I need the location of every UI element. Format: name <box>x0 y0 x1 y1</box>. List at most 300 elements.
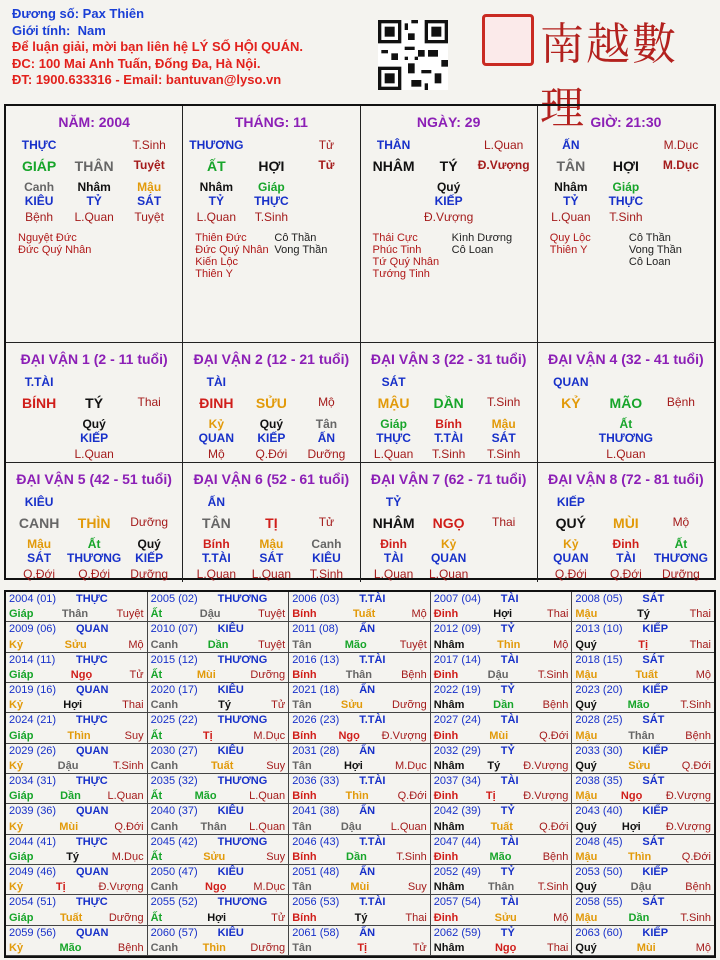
year-stem: Tân <box>292 699 312 712</box>
year-cell <box>289 713 431 743</box>
year-cell <box>6 774 148 804</box>
year-god: QUAN <box>76 805 109 818</box>
spacer <box>599 375 653 389</box>
year-label: 2054 (51) <box>9 896 57 909</box>
year-god: ẤN <box>359 866 376 878</box>
dai-van-row <box>544 537 708 551</box>
dai-van-stem: TÂN <box>201 515 231 531</box>
pillar-cell: Giáp <box>258 180 285 194</box>
year-god: SÁT <box>642 775 665 787</box>
year-label: 2043 (40) <box>575 805 623 818</box>
stars-columns <box>195 232 353 280</box>
year-label: 2042 (39) <box>433 805 481 818</box>
year-label: 2045 (42) <box>150 835 198 848</box>
dai-van-cell <box>544 447 598 461</box>
pillar-cell: Giáp <box>612 180 640 194</box>
year-stem: Quý <box>575 699 597 712</box>
year-branch: Thìn <box>627 851 652 863</box>
dai-van-row <box>12 567 176 581</box>
year-branch: Ngọ <box>338 729 360 742</box>
year-stem: Đinh <box>433 790 459 803</box>
pillar-cell: THÂN <box>74 158 114 174</box>
dai-van-stem-row <box>367 515 531 531</box>
owner-value: Pax Thiên <box>82 6 145 21</box>
year-cell <box>431 895 573 925</box>
dai-van-stem: NHÂM <box>372 515 415 531</box>
dai-van-cell: KIÊU <box>312 551 341 565</box>
year-stem: Quý <box>575 942 597 954</box>
pillar-cell <box>244 138 298 152</box>
year-stem-branch <box>292 730 427 742</box>
dai-van-cell <box>544 431 598 445</box>
dai-van-cell: Mậu <box>491 417 516 431</box>
dai-van-stem-row <box>189 515 353 531</box>
dai-van-god: QUAN <box>553 375 589 389</box>
year-stem-branch <box>292 608 427 620</box>
year-god: KIẾP <box>642 684 669 696</box>
year-phase: Tuyệt <box>116 608 144 621</box>
year-stem: Tân <box>292 942 312 954</box>
year-phase: Suy <box>407 881 427 894</box>
year-stem: Đinh <box>433 851 459 863</box>
dai-van-phase: Mộ <box>318 395 335 409</box>
year-label: 2004 (01) <box>9 593 57 605</box>
year-stem: Canh <box>150 942 179 954</box>
seal-stamp-icon <box>482 14 534 66</box>
year-label: 2029 (26) <box>9 744 57 757</box>
year-stem-branch <box>9 851 144 863</box>
year-phase: Thai <box>405 911 427 924</box>
dai-van-branch: SỬU <box>255 395 287 411</box>
dai-van-branch: TÝ <box>85 395 104 411</box>
year-label: 2016 (13) <box>292 653 340 666</box>
year-god: T.TÀI <box>359 653 386 666</box>
year-cell <box>6 804 148 834</box>
dai-van-stem-row <box>12 395 176 411</box>
year-stem-branch <box>9 639 144 651</box>
year-cell <box>431 744 573 774</box>
pillar-row <box>189 194 353 208</box>
year-stem: Ất <box>150 729 163 742</box>
year-stem-branch <box>9 699 144 711</box>
year-stem-branch <box>9 669 144 681</box>
year-branch: Sửu <box>203 851 226 863</box>
year-stem: Đinh <box>433 911 459 924</box>
year-god: TỶ <box>500 926 515 939</box>
pillar-cell: Nhâm <box>554 180 588 194</box>
dai-van-stem: CANH <box>18 515 60 531</box>
dai-van-row <box>367 537 531 551</box>
year-phase: Q.Đới <box>681 851 711 863</box>
year-label: 2050 (47) <box>150 866 198 878</box>
year-branch: Tị <box>357 942 368 954</box>
dai-van-cell: Đinh <box>380 537 407 551</box>
year-stem-branch <box>292 699 427 711</box>
year-phase: Thai <box>689 638 711 651</box>
dai-van-cell: SÁT <box>27 551 52 565</box>
year-branch: Tị <box>55 881 66 894</box>
dai-van-cell: T.Sinh <box>486 447 521 461</box>
dai-van-stem-row <box>189 395 353 411</box>
year-phase: Bệnh <box>117 942 144 954</box>
dai-van-branch: THÌN <box>77 515 111 531</box>
year-cell <box>6 895 148 925</box>
pillar-cell: Tử <box>318 158 335 172</box>
year-branch: Dần <box>60 790 81 803</box>
year-cell <box>572 804 714 834</box>
year-god: T.TÀI <box>359 714 386 727</box>
year-cell <box>431 592 573 622</box>
pillar-stars <box>550 232 708 268</box>
year-label: 2047 (44) <box>433 835 481 848</box>
spacer <box>299 375 353 389</box>
year-stem-branch <box>434 639 569 651</box>
dai-van-phase: Thai <box>137 395 161 409</box>
year-god: THỰC <box>76 896 108 909</box>
year-label: 2051 (48) <box>292 866 340 878</box>
pillar-row <box>544 138 708 152</box>
dai-van-cell <box>654 447 708 461</box>
year-cell <box>6 592 148 622</box>
dai-van-cell: T.TÀI <box>202 551 231 565</box>
year-cell <box>148 592 290 622</box>
year-cell <box>572 926 714 956</box>
dai-van-row <box>367 447 531 461</box>
dai-van-title: ĐẠI VẬN 3 (22 - 31 tuổi) <box>370 351 527 367</box>
year-stem: Bính <box>292 669 317 681</box>
dai-van-stem: MẬU <box>377 395 410 411</box>
pillar-cell <box>299 180 353 194</box>
star-name: Quy Lộc <box>549 232 591 244</box>
dai-van-row <box>12 417 176 431</box>
year-stem: Bính <box>292 729 317 742</box>
star-name: Thái Cực <box>372 232 418 244</box>
year-stem-branch <box>575 881 711 893</box>
pillar-cell: T.Sinh <box>132 138 166 152</box>
pillar-cell <box>599 138 653 152</box>
year-cell <box>148 683 290 713</box>
year-branch: Dần <box>628 911 650 924</box>
year-phase: Mộ <box>695 669 711 681</box>
year-stem: Mậu <box>575 669 598 681</box>
year-branch: Dần <box>346 851 367 863</box>
year-phase: T.Sinh <box>680 699 711 712</box>
year-branch: Dậu <box>57 760 79 772</box>
year-label: 2018 (15) <box>575 653 623 666</box>
dai-van-cell: Ất <box>619 417 633 431</box>
year-stem-branch <box>434 790 569 802</box>
year-god: THỰC <box>76 653 108 666</box>
year-god: ẤN <box>359 623 376 636</box>
pillar-cell <box>477 210 531 224</box>
year-stem: Nhâm <box>433 881 465 894</box>
year-label: 2024 (21) <box>9 714 57 727</box>
star-name: Kiến Lộc <box>195 256 239 268</box>
star-name: Vong Thần <box>628 244 682 256</box>
dai-van-cell <box>544 417 598 431</box>
year-phase: Suy <box>266 760 286 772</box>
year-cell <box>572 713 714 743</box>
pillar-4 <box>538 106 714 342</box>
gender-label: Giới tính: <box>12 22 71 38</box>
dai-van-god: KIÊU <box>24 495 54 509</box>
year-stem: Giáp <box>9 851 34 863</box>
spacer <box>599 495 653 509</box>
year-stem-branch <box>575 639 711 651</box>
year-branch: Dậu <box>487 669 509 681</box>
stars-right <box>97 232 176 256</box>
year-cell <box>6 713 148 743</box>
pillar-stars <box>373 232 531 280</box>
dai-van-cell: Mậu <box>259 537 284 551</box>
year-label: 2063 (60) <box>575 926 623 939</box>
year-stem-branch <box>151 730 286 742</box>
dai-van-branch: NGỌ <box>432 515 465 531</box>
dai-van-row <box>367 417 531 431</box>
year-stem-branch <box>434 881 569 893</box>
dai-van-row <box>544 551 708 565</box>
year-cell <box>148 865 290 895</box>
year-phase: Bệnh <box>685 881 711 894</box>
year-label: 2061 (58) <box>292 926 340 939</box>
year-branch: Thân <box>345 669 372 681</box>
year-god: SÁT <box>642 593 665 605</box>
year-label: 2026 (23) <box>292 714 340 727</box>
pillar-title: THÁNG: 11 <box>234 114 308 130</box>
pillar-cell: TỶ <box>208 194 225 208</box>
year-phase: T.Sinh <box>396 851 427 863</box>
pillar-title: GIỜ: 21:30 <box>590 114 662 130</box>
pillar-2 <box>183 106 360 342</box>
year-branch: Tý <box>487 760 501 772</box>
year-label: 2038 (35) <box>575 775 623 787</box>
year-stem: Nhâm <box>433 760 465 772</box>
year-cell <box>431 926 573 956</box>
year-label: 2055 (52) <box>150 896 198 909</box>
year-phase: Mộ <box>128 638 144 651</box>
year-stem: Giáp <box>9 669 34 681</box>
year-cell <box>148 744 290 774</box>
dai-van-title: ĐẠI VẬN 4 (32 - 41 tuổi) <box>548 351 704 367</box>
year-stem: Bính <box>292 911 317 924</box>
year-label: 2056 (53) <box>292 896 340 909</box>
pillar-cell <box>477 194 531 208</box>
year-cell <box>431 835 573 865</box>
year-god: THỰC <box>76 775 108 787</box>
year-label: 2052 (49) <box>433 866 481 878</box>
year-stem: Tân <box>292 820 312 833</box>
year-god: ẤN <box>359 926 376 939</box>
year-branch: Mùi <box>489 729 509 742</box>
star-name: Đức Quý Nhân <box>18 244 92 256</box>
pillar-cell <box>367 210 421 224</box>
dai-van-god-row <box>544 375 708 389</box>
year-cell <box>289 592 431 622</box>
year-branch: Dậu <box>630 881 652 894</box>
year-god: KIẾP <box>642 744 669 757</box>
dai-van-stem-row <box>367 395 531 411</box>
dai-van-row <box>367 431 531 445</box>
year-phase: Tử <box>412 942 427 954</box>
pillar-cell: TÝ <box>439 158 458 174</box>
year-cell <box>572 895 714 925</box>
year-god: ẤN <box>359 744 376 757</box>
year-stem: Đinh <box>433 729 459 742</box>
year-stem: Giáp <box>9 729 34 742</box>
year-phase: Tuyệt <box>258 608 286 621</box>
dai-van-cell: T.TÀI <box>434 431 463 445</box>
year-stem-branch <box>292 669 427 681</box>
year-god: THƯƠNG <box>217 835 268 848</box>
year-phase: Tử <box>271 911 286 924</box>
dai-van-row-1 <box>6 342 714 462</box>
year-label: 2059 (56) <box>9 926 57 939</box>
year-cell <box>431 774 573 804</box>
year-cell <box>148 804 290 834</box>
year-phase: Thai <box>689 608 711 621</box>
year-cell <box>6 683 148 713</box>
year-cell <box>289 744 431 774</box>
year-branch: Hợi <box>343 760 363 772</box>
pillar-row <box>367 138 531 152</box>
year-label: 2057 (54) <box>433 896 481 909</box>
year-stem-branch <box>9 608 144 620</box>
year-phase: Bệnh <box>542 699 569 712</box>
star-name: Đức Quý Nhân <box>195 244 269 256</box>
dai-van-cell: Giáp <box>380 417 407 431</box>
year-label: 2041 (38) <box>292 805 340 818</box>
year-label: 2021 (18) <box>292 684 340 696</box>
dai-van-1 <box>6 343 183 462</box>
dai-van-god: SÁT <box>381 375 406 389</box>
year-branch: Mùi <box>196 669 216 681</box>
pillar-row <box>367 180 531 194</box>
dai-van-row <box>544 431 708 445</box>
pillar-stars <box>18 232 176 256</box>
dai-van-god-row <box>12 375 176 389</box>
pillar-row <box>12 180 176 194</box>
contact-line-3: ĐT: 1900.633316 - Email: bantuvan@lyso.vn <box>12 72 282 87</box>
year-label: 2039 (36) <box>9 805 57 818</box>
contact-line-1: Để luận giải, mời bạn liên hệ LÝ SỐ HỘI QUÁN. <box>12 39 303 54</box>
dai-van-row <box>189 551 353 565</box>
qr-code-icon[interactable] <box>378 20 448 90</box>
dai-van-phase: Thai <box>491 515 516 529</box>
year-god: KIẾP <box>642 926 669 939</box>
year-phase: Q.Đới <box>539 729 569 742</box>
year-phase: Mộ <box>695 942 711 954</box>
year-stem: Bính <box>292 790 317 803</box>
year-stem: Nhâm <box>433 942 465 954</box>
year-branch: Dần <box>207 638 229 651</box>
year-stem: Ất <box>150 790 163 803</box>
year-label: 2035 (32) <box>150 775 198 787</box>
chart-header <box>12 6 303 89</box>
year-stem-branch <box>575 790 711 802</box>
year-god: TỶ <box>500 866 515 878</box>
pillar-cell: ẤN <box>562 138 580 152</box>
dai-van-row <box>189 417 353 431</box>
year-branch: Tuất <box>490 820 513 833</box>
year-cell <box>431 622 573 652</box>
dai-van-8 <box>538 463 714 582</box>
year-phase: M.Dục <box>395 760 427 772</box>
stars-right <box>274 232 353 280</box>
dai-van-cell: Ất <box>674 537 688 551</box>
year-stem: Giáp <box>9 608 34 621</box>
year-stem-branch <box>292 912 427 924</box>
dai-van-god: KIẾP <box>556 495 585 509</box>
year-stem: Ất <box>150 669 163 681</box>
year-god: TỶ <box>500 805 515 818</box>
dai-van-cell: Quý <box>82 417 106 431</box>
year-god: TÀI <box>500 714 519 727</box>
year-stem: Mậu <box>575 729 598 742</box>
year-branch: Mão <box>489 851 512 863</box>
dai-van-row <box>189 431 353 445</box>
year-cell <box>289 926 431 956</box>
year-branch: Thân <box>61 608 89 621</box>
dai-van-row <box>12 537 176 551</box>
year-god: QUAN <box>76 926 109 939</box>
year-label: 2009 (06) <box>9 623 57 636</box>
pillar-cell: THƯƠNG <box>189 138 244 152</box>
year-stem: Kỷ <box>9 638 24 651</box>
year-label: 2049 (46) <box>9 866 57 878</box>
year-god: QUAN <box>76 684 109 696</box>
dai-van-cell: L.Quan <box>196 567 237 581</box>
year-branch: Tuất <box>210 760 234 772</box>
year-god: KIÊU <box>217 805 244 818</box>
year-stem-branch <box>9 730 144 742</box>
dai-van-row <box>367 567 531 581</box>
dai-van-stem-row <box>12 515 176 531</box>
year-phase: Đ.Vượng <box>523 790 569 803</box>
star-name: Tướng Tinh <box>372 268 430 280</box>
year-branch: Sửu <box>628 760 651 772</box>
year-branch: Ngọ <box>205 881 227 894</box>
year-phase: Đ.Vượng <box>98 881 144 894</box>
dai-van-god: T.TÀI <box>24 375 54 389</box>
dai-van-cell: Canh <box>311 537 342 551</box>
year-branch: Hợi <box>621 820 641 833</box>
dai-van-cell: L.Quan <box>373 447 414 461</box>
year-god: SÁT <box>642 653 665 666</box>
dai-van-7 <box>361 463 538 582</box>
pillar-cell: TỶ <box>86 194 102 208</box>
spacer <box>299 495 353 509</box>
year-cell <box>572 744 714 774</box>
dai-van-branch: MÃO <box>609 395 643 411</box>
stars-left <box>195 232 274 280</box>
year-god: THƯƠNG <box>217 714 268 727</box>
year-label: 2028 (25) <box>575 714 623 727</box>
year-stem: Ất <box>150 851 163 863</box>
year-branch: Dậu <box>340 820 362 833</box>
four-pillars <box>6 106 714 342</box>
year-god: KIẾP <box>642 866 669 878</box>
year-stem: Mậu <box>575 790 598 803</box>
dai-van-cell <box>477 551 531 565</box>
dai-van-phase: T.Sinh <box>486 395 521 409</box>
year-phase: Đ.Vượng <box>381 729 427 742</box>
year-phase: Đ.Vượng <box>523 760 569 772</box>
dai-van-title: ĐẠI VẬN 2 (12 - 21 tuổi) <box>193 351 350 367</box>
year-phase: M.Dục <box>253 729 286 742</box>
spacer <box>122 495 176 509</box>
dai-van-row <box>544 447 708 461</box>
spacer <box>244 375 298 389</box>
